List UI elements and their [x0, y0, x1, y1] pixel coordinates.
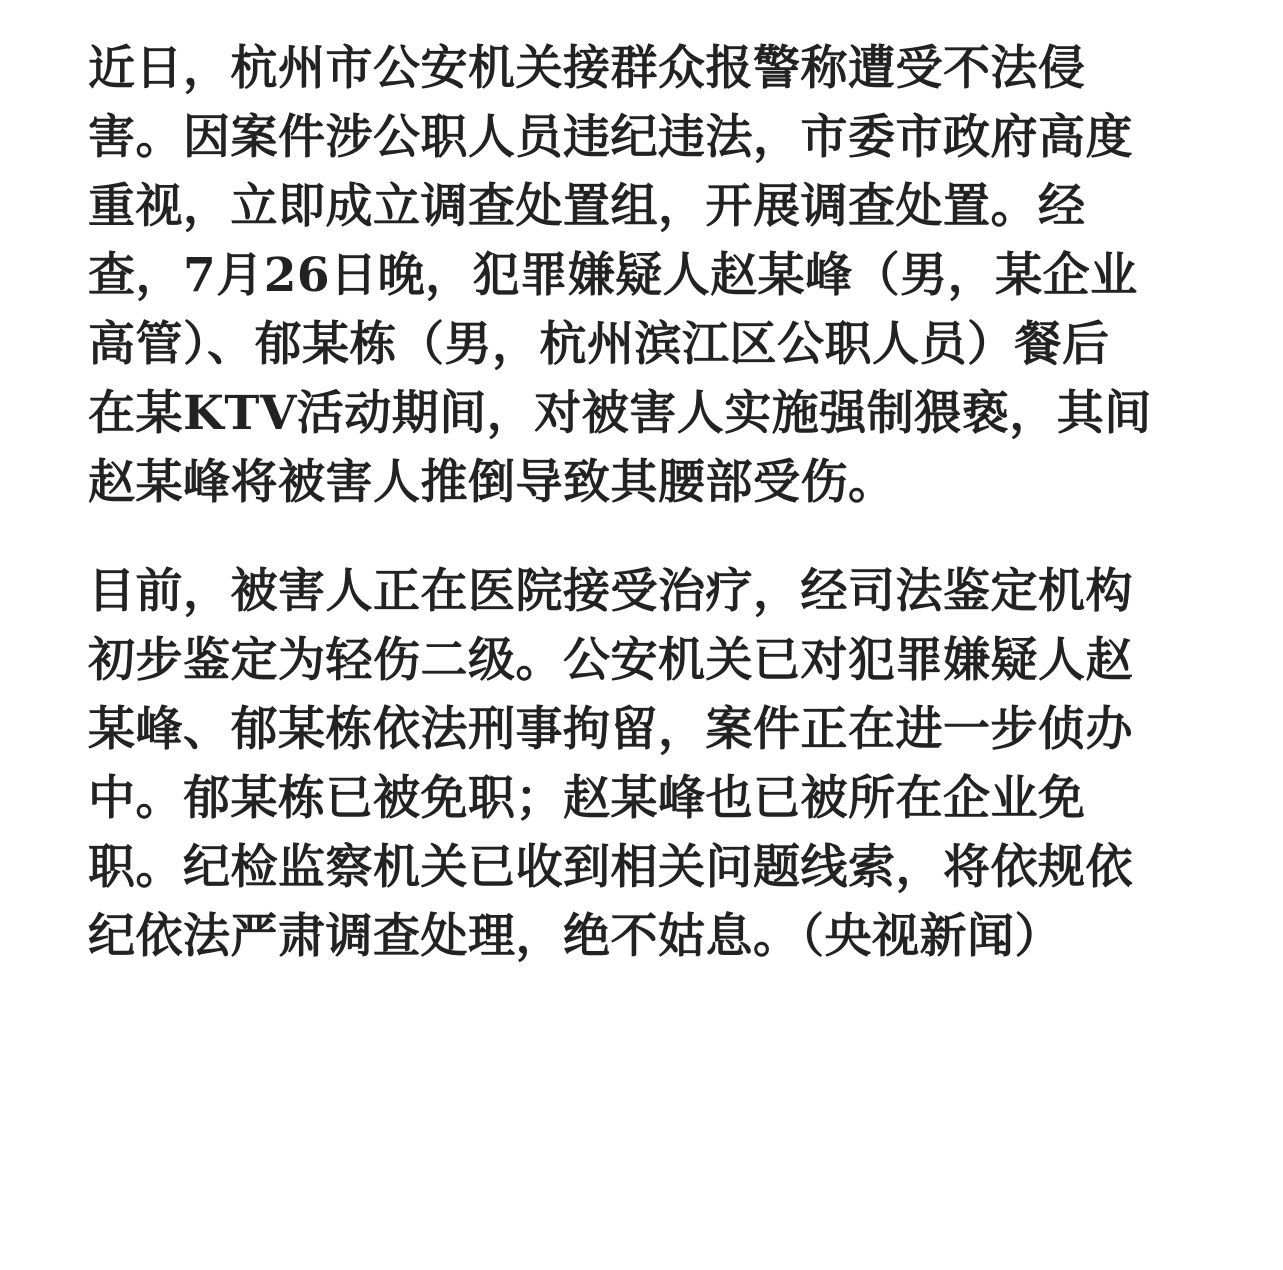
paragraph-line: 职。纪检监察机关已收到相关问题线索，将依规依	[88, 840, 1133, 895]
article-body	[88, 34, 1198, 971]
paragraph-2	[88, 557, 1198, 971]
paragraph-line: 纪依法严肃调查处理，绝不姑息。（央视新闻）	[88, 909, 1062, 964]
paragraph-line: 重视，立即成立调查处置组，开展调查处置。经	[88, 179, 1086, 234]
paragraph-line: 害。因案件涉公职人员违纪违法，市委市政府高度	[88, 110, 1133, 165]
paragraph-line: 某峰、郁某栋依法刑事拘留，案件正在进一步侦办	[88, 702, 1133, 757]
paragraph-line: 在某KTV活动期间，对被害人实施强制猥亵，其间	[88, 386, 1152, 441]
paragraph-line: 查，7月26日晚，犯罪嫌疑人赵某峰（男，某企业	[88, 248, 1138, 303]
paragraph-line: 赵某峰将被害人推倒导致其腰部受伤。	[88, 455, 896, 510]
paragraph-line: 高管）、郁某栋（男，杭州滨江区公职人员）餐后	[88, 317, 1110, 372]
paragraph-1	[88, 34, 1198, 517]
paragraph-line: 目前，被害人正在医院接受治疗，经司法鉴定机构	[88, 564, 1133, 619]
paragraph-line: 初步鉴定为轻伤二级。公安机关已对犯罪嫌疑人赵	[88, 633, 1133, 688]
paragraph-line: 近日，杭州市公安机关接群众报警称遭受不法侵	[88, 41, 1086, 96]
paragraph-line: 中。郁某栋已被免职；赵某峰也已被所在企业免	[88, 771, 1086, 826]
